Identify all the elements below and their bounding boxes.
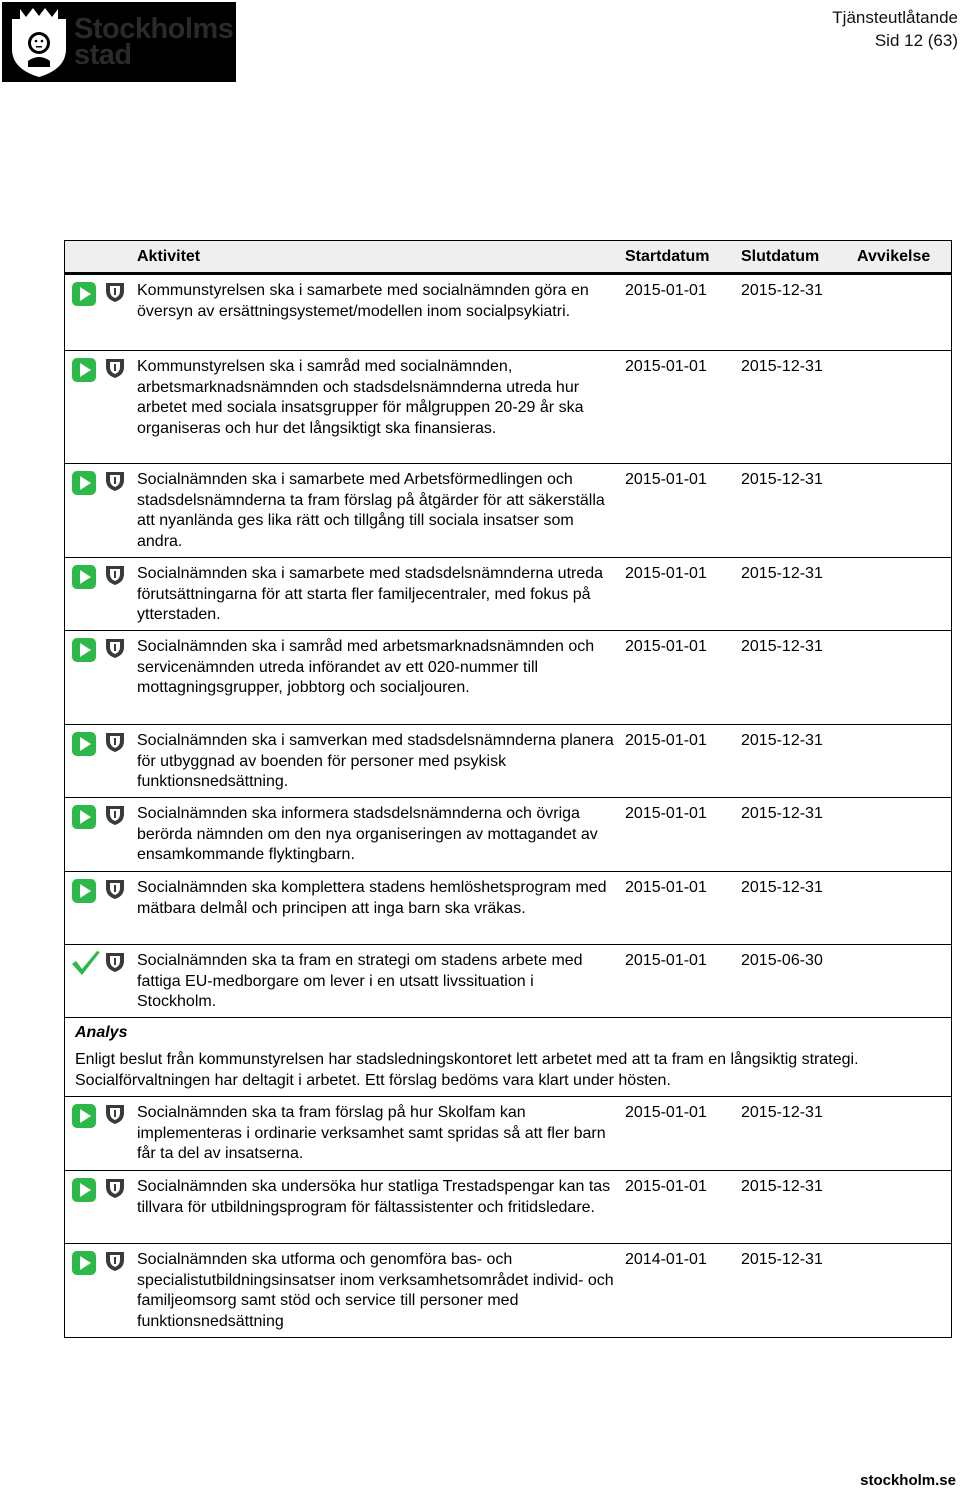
shield-icon xyxy=(105,878,125,907)
table-row xyxy=(65,1097,951,1171)
start-date: 2015-01-01 xyxy=(625,638,707,655)
page-number: Sid 12 (63) xyxy=(874,31,958,50)
column-deviation: Avvikelse xyxy=(857,248,931,265)
table-header xyxy=(65,241,951,275)
analys-text: Enligt beslut från kommunstyrelsen har stadsledningskontoret lett arbetet med att ta fram en långsiktig strategi. Socialförvaltningen har deltagit i arbetet. Ett förslag bedöms vara klart under hösten. xyxy=(75,1051,859,1089)
table-row xyxy=(65,945,951,1018)
analys-heading: Analys xyxy=(75,1024,128,1041)
logo-line-2: stad xyxy=(74,39,132,71)
end-date: 2015-12-31 xyxy=(741,638,823,655)
play-icon xyxy=(71,731,97,764)
shield-icon xyxy=(105,1177,125,1206)
shield-icon xyxy=(105,804,125,833)
activity-description: Socialnämnden ska undersöka hur statliga Trestadspengar kan tas tillvara för utbildningsprogram för fältassistenter och fritidsledare. xyxy=(137,1178,611,1216)
table-row xyxy=(65,1171,951,1244)
table-row xyxy=(65,1244,951,1337)
play-icon xyxy=(71,804,97,837)
end-date: 2015-12-31 xyxy=(741,1251,823,1268)
logo-line-1: Stockholms xyxy=(74,13,234,45)
start-date: 2015-01-01 xyxy=(625,358,707,375)
status-icons xyxy=(71,470,127,496)
status-icons xyxy=(71,637,127,663)
table-row xyxy=(65,872,951,945)
shield-icon xyxy=(105,357,125,386)
activity-description: Socialnämnden ska informera stadsdelsnämnderna och övriga berörda nämnden om den nya organiseringen av mottagandet av ensamkommande flyktingbarn. xyxy=(137,805,598,863)
play-icon xyxy=(71,878,97,911)
table-row xyxy=(65,798,951,872)
end-date: 2015-12-31 xyxy=(741,732,823,749)
analys-section xyxy=(65,1018,951,1097)
status-icons xyxy=(71,357,127,383)
start-date: 2015-01-01 xyxy=(625,879,707,896)
footer-site: stockholm.se xyxy=(860,1472,956,1489)
status-icons xyxy=(71,564,127,590)
table-row xyxy=(65,725,951,798)
column-activity: Aktivitet xyxy=(137,248,201,265)
start-date: 2015-01-01 xyxy=(625,1178,707,1195)
activity-description: Socialnämnden ska i samarbete med stadsdelsnämnderna utreda förutsättningarna för att starta fler familjecentraler, med fokus på ytterstaden. xyxy=(137,565,604,623)
play-icon xyxy=(71,637,97,670)
activity-description: Kommunstyrelsen ska i samråd med socialnämnden, arbetsmarknadsnämnden och stadsdelsnämnderna utreda hur arbetet med sociala insatsgrupper för målgruppen 20-29 år ska organiseras och hur det långsiktigt ska finansieras. xyxy=(137,358,584,437)
activity-description: Socialnämnden ska ta fram förslag på hur Skolfam kan implementeras i ordinarie verksamhet samt spridas så att fler barn får ta del av insatserna. xyxy=(137,1104,606,1162)
start-date: 2015-01-01 xyxy=(625,471,707,488)
activity-description: Socialnämnden ska i samverkan med stadsdelsnämnderna planera för utbyggnad av boenden för personer med psykisk funktionsnedsättning. xyxy=(137,732,614,790)
table-row xyxy=(65,558,951,631)
play-icon xyxy=(71,1177,97,1210)
play-icon xyxy=(71,281,97,314)
table-row xyxy=(65,631,951,725)
check-icon xyxy=(71,951,101,984)
activity-table xyxy=(64,240,952,1338)
start-date: 2015-01-01 xyxy=(625,565,707,582)
document-header xyxy=(832,6,958,52)
table-row xyxy=(65,275,951,351)
shield-icon xyxy=(105,1103,125,1132)
start-date: 2015-01-01 xyxy=(625,282,707,299)
column-start: Startdatum xyxy=(625,248,710,265)
play-icon xyxy=(71,564,97,597)
shield-icon xyxy=(105,470,125,499)
table-row xyxy=(65,464,951,558)
end-date: 2015-06-30 xyxy=(741,952,823,969)
start-date: 2015-01-01 xyxy=(625,952,707,969)
start-date: 2014-01-01 xyxy=(625,1251,707,1268)
status-icons xyxy=(71,804,127,830)
end-date: 2015-12-31 xyxy=(741,282,823,299)
activity-description: Socialnämnden ska i samarbete med Arbetsförmedlingen och stadsdelsnämnderna ta fram förslag på åtgärder för att säkerställa att nyanlända ges lika rätt och tillgång till sociala insatser som andra. xyxy=(137,471,605,550)
shield-icon xyxy=(105,637,125,666)
activity-description: Kommunstyrelsen ska i samarbete med socialnämnden göra en översyn av ersättningsystemet/modellen inom socialpsykiatri. xyxy=(137,282,589,320)
activity-description: Socialnämnden ska utforma och genomföra bas- och specialistutbildningsinsatser inom verksamhetsområdet individ- och familjeomsorg samt stöd och service till personer med funktionsnedsättning xyxy=(137,1251,614,1330)
crowned-head-emblem-icon xyxy=(6,5,72,79)
shield-icon xyxy=(105,951,125,980)
play-icon xyxy=(71,357,97,390)
table-row xyxy=(65,351,951,464)
end-date: 2015-12-31 xyxy=(741,471,823,488)
column-end: Slutdatum xyxy=(741,248,820,265)
status-icons xyxy=(71,951,127,977)
end-date: 2015-12-31 xyxy=(741,805,823,822)
status-icons xyxy=(71,281,127,307)
start-date: 2015-01-01 xyxy=(625,732,707,749)
status-icons xyxy=(71,1177,127,1203)
status-icons xyxy=(71,878,127,904)
end-date: 2015-12-31 xyxy=(741,1104,823,1121)
activity-description: Socialnämnden ska ta fram en strategi om stadens arbete med fattiga EU-medborgare om lever i en utsatt livssituation i Stockholm. xyxy=(137,952,583,1010)
end-date: 2015-12-31 xyxy=(741,1178,823,1195)
end-date: 2015-12-31 xyxy=(741,358,823,375)
shield-icon xyxy=(105,564,125,593)
end-date: 2015-12-31 xyxy=(741,879,823,896)
status-icons xyxy=(71,731,127,757)
play-icon xyxy=(71,1103,97,1136)
status-icons xyxy=(71,1250,127,1276)
shield-icon xyxy=(105,1250,125,1279)
activity-description: Socialnämnden ska komplettera stadens hemlöshetsprogram med mätbara delmål och principen att inga barn ska vräkas. xyxy=(137,879,607,917)
document-type: Tjänsteutlåtande xyxy=(832,8,958,27)
stockholms-stad-logo xyxy=(2,2,236,82)
play-icon xyxy=(71,1250,97,1283)
end-date: 2015-12-31 xyxy=(741,565,823,582)
play-icon xyxy=(71,470,97,503)
activity-description: Socialnämnden ska i samråd med arbetsmarknadsnämnden och servicenämnden utreda införandet av ett 020-nummer till mottagningsgrupper, jobbtorg och socialjouren. xyxy=(137,638,595,696)
status-icons xyxy=(71,1103,127,1129)
start-date: 2015-01-01 xyxy=(625,805,707,822)
shield-icon xyxy=(105,281,125,310)
shield-icon xyxy=(105,731,125,760)
start-date: 2015-01-01 xyxy=(625,1104,707,1121)
